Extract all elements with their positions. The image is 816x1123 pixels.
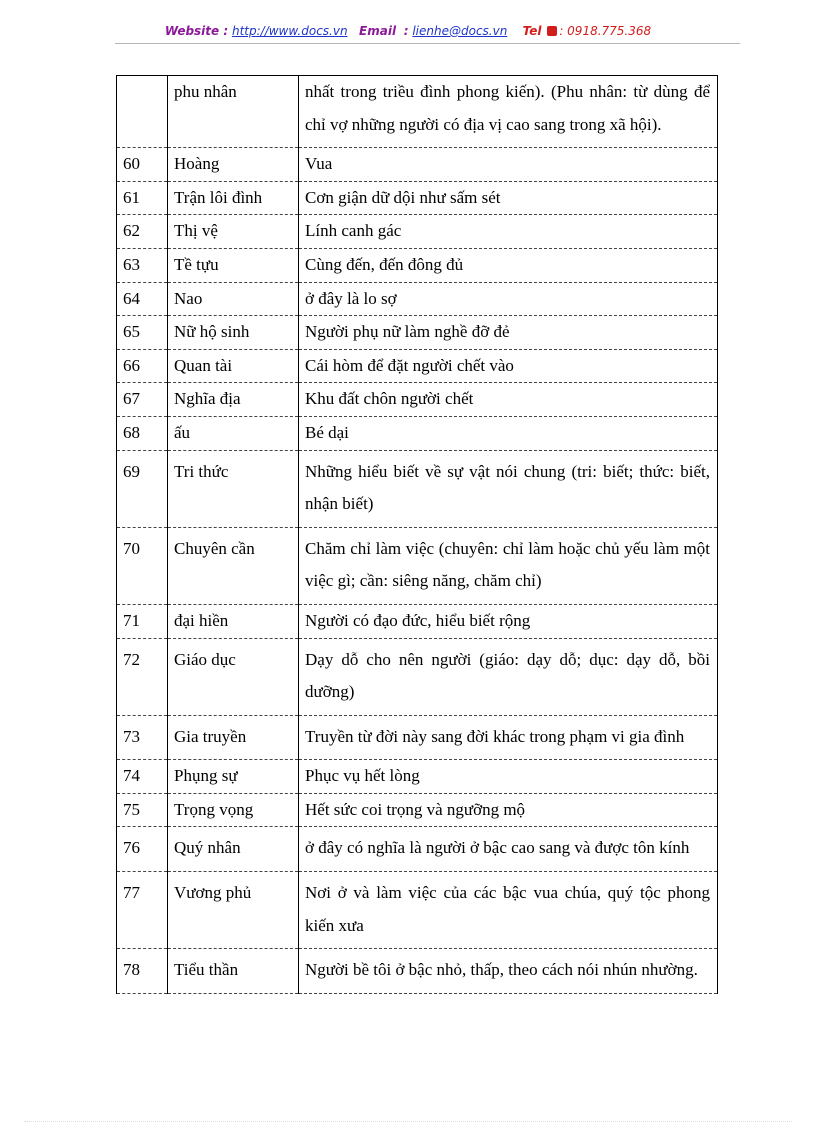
website-link[interactable]: http://www.docs.vn (231, 24, 348, 38)
row-definition: Nơi ở và làm việc của các bậc vua chúa, quý tộc phong kiến xưa (299, 872, 718, 949)
vocabulary-table (116, 75, 718, 994)
row-term: Tề tựu (168, 248, 299, 282)
row-definition: Người phụ nữ làm nghề đỡ đẻ (299, 316, 718, 350)
row-definition: Vua (299, 148, 718, 182)
website-label: Website : (164, 24, 229, 38)
header-divider (115, 43, 740, 44)
row-definition: Người bề tôi ở bậc nhỏ, thấp, theo cách nói nhún nhường. (299, 949, 718, 994)
table-row (117, 638, 718, 715)
row-number (117, 76, 168, 148)
row-definition: Hết sức coi trọng và ngưỡng mộ (299, 793, 718, 827)
row-definition: Cơn giận dữ dội như sấm sét (299, 181, 718, 215)
table-row (117, 282, 718, 316)
phone-icon (547, 26, 557, 36)
row-term: Nữ hộ sinh (168, 316, 299, 350)
row-term: Chuyên cần (168, 527, 299, 604)
table-row (117, 148, 718, 182)
row-number: 71 (117, 604, 168, 638)
row-number: 77 (117, 872, 168, 949)
row-number: 67 (117, 383, 168, 417)
row-number: 74 (117, 760, 168, 794)
page-header (0, 24, 816, 38)
row-number: 64 (117, 282, 168, 316)
row-term: Thị vệ (168, 215, 299, 249)
table-row (117, 215, 718, 249)
row-term: Trận lôi đình (168, 181, 299, 215)
email-link[interactable]: lienhe@docs.vn (412, 24, 508, 38)
table-row (117, 76, 718, 148)
row-definition: Chăm chỉ làm việc (chuyên: chỉ làm hoặc chủ yếu làm một việc gì; cần: siêng năng, chăm chỉ) (299, 527, 718, 604)
row-number: 68 (117, 416, 168, 450)
table-row (117, 416, 718, 450)
row-number: 72 (117, 638, 168, 715)
row-number: 76 (117, 827, 168, 872)
row-number: 62 (117, 215, 168, 249)
row-definition: Cùng đến, đến đông đủ (299, 248, 718, 282)
row-term: Trọng vọng (168, 793, 299, 827)
row-number: 75 (117, 793, 168, 827)
table-row (117, 248, 718, 282)
table-row (117, 316, 718, 350)
row-definition: Những hiểu biết về sự vật nói chung (tri: biết; thức: biết, nhận biết) (299, 450, 718, 527)
table-row (117, 349, 718, 383)
row-term: Tiểu thần (168, 949, 299, 994)
tel-number: : 0918.775.368 (559, 24, 652, 38)
row-term: Quý nhân (168, 827, 299, 872)
row-number: 73 (117, 715, 168, 760)
row-definition: Truyền từ đời này sang đời khác trong phạm vi gia đình (299, 715, 718, 760)
row-definition: nhất trong triều đình phong kiến). (Phu nhân: từ dùng để chỉ vợ những người có địa vị cao sang trong xã hội). (299, 76, 718, 148)
row-definition: Bé dại (299, 416, 718, 450)
table-row (117, 450, 718, 527)
row-number: 66 (117, 349, 168, 383)
row-term: Giáo dục (168, 638, 299, 715)
row-term: Nao (168, 282, 299, 316)
row-number: 65 (117, 316, 168, 350)
row-term: Vương phủ (168, 872, 299, 949)
row-definition: Cái hòm để đặt người chết vào (299, 349, 718, 383)
footer-divider (24, 1121, 792, 1122)
email-label: Email (359, 24, 397, 38)
row-definition: Phục vụ hết lòng (299, 760, 718, 794)
table-row (117, 872, 718, 949)
row-term: Gia truyền (168, 715, 299, 760)
table-row (117, 604, 718, 638)
table-row (117, 181, 718, 215)
row-number: 63 (117, 248, 168, 282)
row-number: 60 (117, 148, 168, 182)
table-row (117, 827, 718, 872)
row-definition: ở đây có nghĩa là người ở bậc cao sang và được tôn kính (299, 827, 718, 872)
row-definition: Lính canh gác (299, 215, 718, 249)
row-definition: ở đây là lo sợ (299, 282, 718, 316)
row-definition: Khu đất chôn người chết (299, 383, 718, 417)
row-term: Hoàng (168, 148, 299, 182)
row-term: Tri thức (168, 450, 299, 527)
table-row (117, 715, 718, 760)
row-term: đại hiền (168, 604, 299, 638)
row-number: 78 (117, 949, 168, 994)
row-term: ấu (168, 416, 299, 450)
email-separator: : (403, 24, 409, 38)
row-term: Nghĩa địa (168, 383, 299, 417)
row-term: phu nhân (168, 76, 299, 148)
row-definition: Người có đạo đức, hiểu biết rộng (299, 604, 718, 638)
tel-label: Tel (522, 24, 542, 38)
table-row (117, 760, 718, 794)
table-row (117, 383, 718, 417)
row-term: Phụng sự (168, 760, 299, 794)
row-number: 70 (117, 527, 168, 604)
table-row (117, 527, 718, 604)
table-row (117, 949, 718, 994)
row-definition: Dạy dỗ cho nên người (giáo: dạy dỗ; dục: dạy dỗ, bồi dưỡng) (299, 638, 718, 715)
table-row (117, 793, 718, 827)
row-term: Quan tài (168, 349, 299, 383)
row-number: 69 (117, 450, 168, 527)
row-number: 61 (117, 181, 168, 215)
